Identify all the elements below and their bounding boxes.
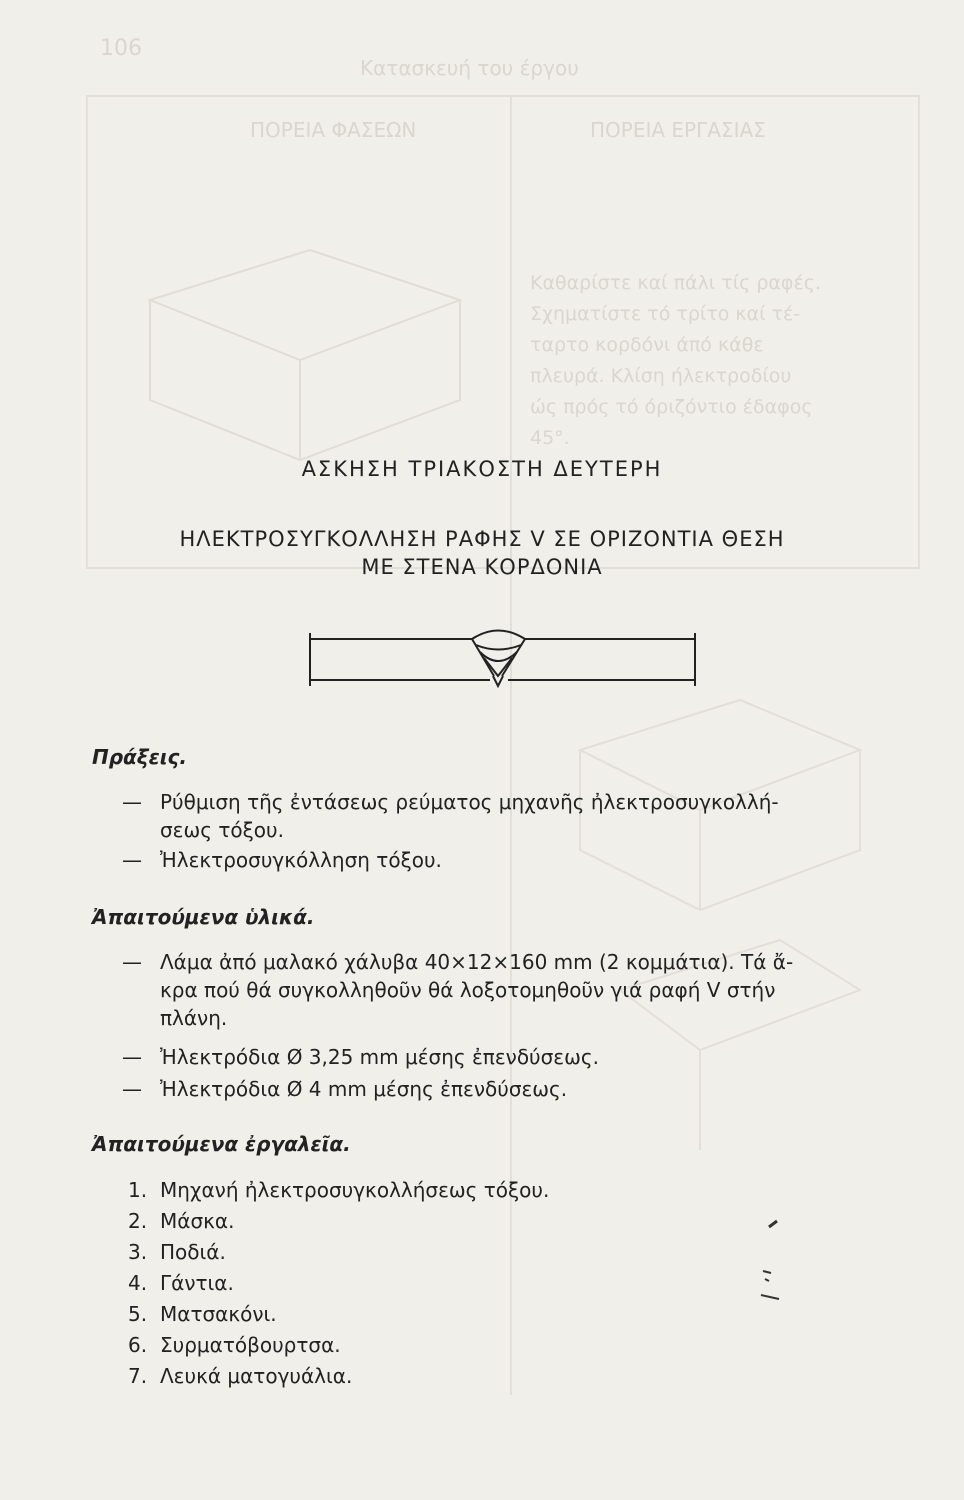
bleed-col-right: ΠΟΡΕΙΑ ΕΡΓΑΣΙΑΣ [590, 118, 766, 142]
v-joint-diagram [300, 628, 705, 693]
tool-item: 6. Συρματόβουρτσα. [128, 1333, 341, 1357]
tool-item: 1. Μηχανή ἠλεκτροσυγκολλήσεως τόξου. [128, 1178, 550, 1202]
ink-specks [755, 1215, 795, 1305]
tool-item: 3. Ποδιά. [128, 1240, 226, 1264]
exercise-heading: ΑΣΚΗΣΗ ΤΡΙΑΚΟΣΤΗ ΔΕΥΤΕΡΗ [301, 457, 663, 481]
bleed-page-number: 106 [100, 36, 142, 61]
tool-item: 2. Μάσκα. [128, 1209, 235, 1233]
materials-heading: Ἀπαιτούμενα ὑλικά. [92, 905, 315, 929]
tool-item: 4. Γάντια. [128, 1271, 234, 1295]
tool-item: 7. Λευκά ματογυάλια. [128, 1364, 353, 1388]
bleed-running-head: Κατασκευή του έργου [360, 56, 579, 80]
bleed-text: Καθαρίστε καί πάλι τίς ραφές. Σχηματίστε τό τρίτο καί τέ- ταρτο κορδόνι άπό κάθε πλευρά. Κλίση ήλεκτροδίου ώς πρός τό όριζόντιο έδαφος 45°. [530, 272, 821, 449]
tools-heading: Ἀπαιτούμενα ἐργαλεῖα. [92, 1132, 351, 1156]
exercise-title: ΗΛΕΚΤΡΟΣΥΓΚΟΛΛΗΣΗ ΡΑΦΗΣ V ΣΕ ΟΡΙΖΟΝΤΙΑ ΘΕΣΗ ΜΕ ΣΤΕΝΑ ΚΟΡΔΟΝΙΑ [179, 527, 785, 579]
actions-heading: Πράξεις. [92, 745, 187, 769]
bleed-col-left: ΠΟΡΕΙΑ ΦΑΣΕΩΝ [250, 118, 417, 142]
tool-item: 5. Ματσακόνι. [128, 1302, 277, 1326]
